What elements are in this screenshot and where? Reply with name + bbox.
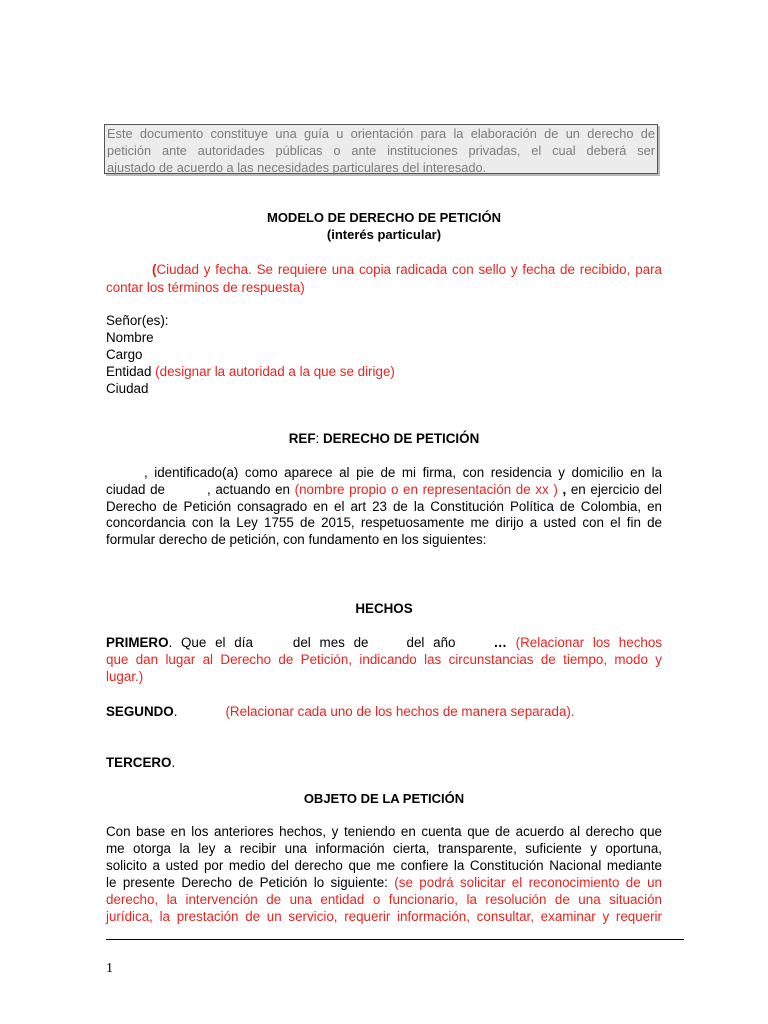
intro-representation-note: (nombre propio o en representación de xx ) (294, 481, 558, 497)
disclaimer-line: ajustado de acuerdo a las necesidades particulares del interesado. (107, 159, 487, 175)
addressee-line: Nombre (106, 330, 154, 345)
intro-text: , actuando en (207, 481, 290, 497)
intro-comma: , (562, 481, 567, 497)
intro-line: Derecho de Petición consagrado en el art 23 de la Constitución Política de Colombia, en (106, 498, 662, 514)
objeto-line: solicito a usted por medio del derecho que me confiere la Constitución Nacional mediante (106, 858, 662, 873)
ref-label: REF (288, 431, 316, 446)
objeto-heading: OBJETO DE LA PETICIÓN (303, 791, 465, 806)
addressee-line: Cargo (106, 347, 143, 362)
intro-line: formular derecho de petición, con fundamento en los siguientes: (106, 532, 487, 548)
objeto-note: (se podrá solicitar el reconocimiento de un (394, 875, 662, 890)
ref-text: DERECHO DE PETICIÓN (323, 431, 480, 446)
addressee-note: (designar la autoridad a la que se dirige) (155, 364, 395, 379)
reference-line (0, 430, 768, 447)
fact-note: (Relacionar los hechos (515, 635, 662, 650)
disclaimer-line: petición ante autoridades públicas o ante instituciones privadas, el cual deberá ser (107, 142, 655, 158)
intro-line: concordancia con la Ley 1755 de 2015, respetuosamente me dirijo a usted con el fin de (106, 515, 662, 531)
fact-primero (106, 635, 662, 685)
city-date-note (106, 261, 662, 296)
addressee-line: Ciudad (106, 381, 149, 396)
hechos-heading: HECHOS (355, 601, 413, 616)
fact-text: del año (406, 635, 456, 650)
fact-ellipsis: … (493, 635, 507, 650)
fact-label: PRIMERO (106, 635, 169, 650)
addressee-block (106, 312, 395, 397)
intro-text: en ejercicio del (570, 481, 662, 497)
intro-text: ciudad de (106, 481, 165, 497)
fact-text: Que el día (181, 635, 253, 650)
objeto-paragraph (106, 823, 662, 925)
fact-tercero (106, 754, 175, 771)
fact-label: SEGUNDO (106, 704, 174, 719)
fact-note: lugar.) (106, 668, 144, 684)
addressee-line: Entidad (106, 364, 152, 379)
disclaimer-line: Este documento constituye una guía u orientación para la elaboración de un derecho de (107, 126, 655, 141)
fact-label: TERCERO (106, 755, 172, 770)
intro-line: , identificado(a) como aparece al pie de mi firma, con residencia y domicilio en la (144, 465, 662, 480)
document-subtitle: (interés particular) (326, 227, 442, 242)
disclaimer-box (104, 124, 658, 174)
addressee-line: Señor(es): (106, 313, 169, 328)
city-date-line: Ciudad y fecha. Se requiere una copia radicada con sello y fecha de recibido, para (156, 262, 662, 277)
fact-text: del mes de (292, 635, 369, 650)
city-date-line: contar los términos de respuesta) (106, 279, 305, 295)
document-title: MODELO DE DERECHO DE PETICIÓN (266, 210, 502, 225)
fact-dot: . (168, 635, 173, 650)
objeto-line: me otorga la ley a recibir una información cierta, transparente, suficiente y oportuna, (106, 841, 662, 856)
fact-dot: . (173, 704, 178, 719)
ref-colon: : (315, 431, 320, 446)
objeto-text: le presente Derecho de Petición lo siguiente: (106, 875, 388, 890)
objeto-line: Con base en los anteriores hechos, y teniendo en cuenta que de acuerdo al derecho que (106, 824, 662, 839)
fact-note: (Relacionar cada uno de los hechos de manera separada). (225, 704, 575, 719)
fact-dot: . (171, 755, 176, 770)
footer-divider (106, 939, 684, 940)
intro-paragraph (106, 465, 662, 549)
fact-segundo (106, 703, 662, 720)
open-paren: ( (152, 262, 157, 277)
fact-note: que dan lugar al Derecho de Petición, indicando las circunstancias de tiempo, modo y (106, 651, 662, 667)
page-number: 1 (106, 961, 113, 976)
objeto-note: derecho, la intervención de una entidad o funcionario, la resolución de una situación (106, 892, 662, 907)
objeto-note: jurídica, la prestación de un servicio, requerir información, consultar, examinar y requerir (106, 909, 662, 924)
